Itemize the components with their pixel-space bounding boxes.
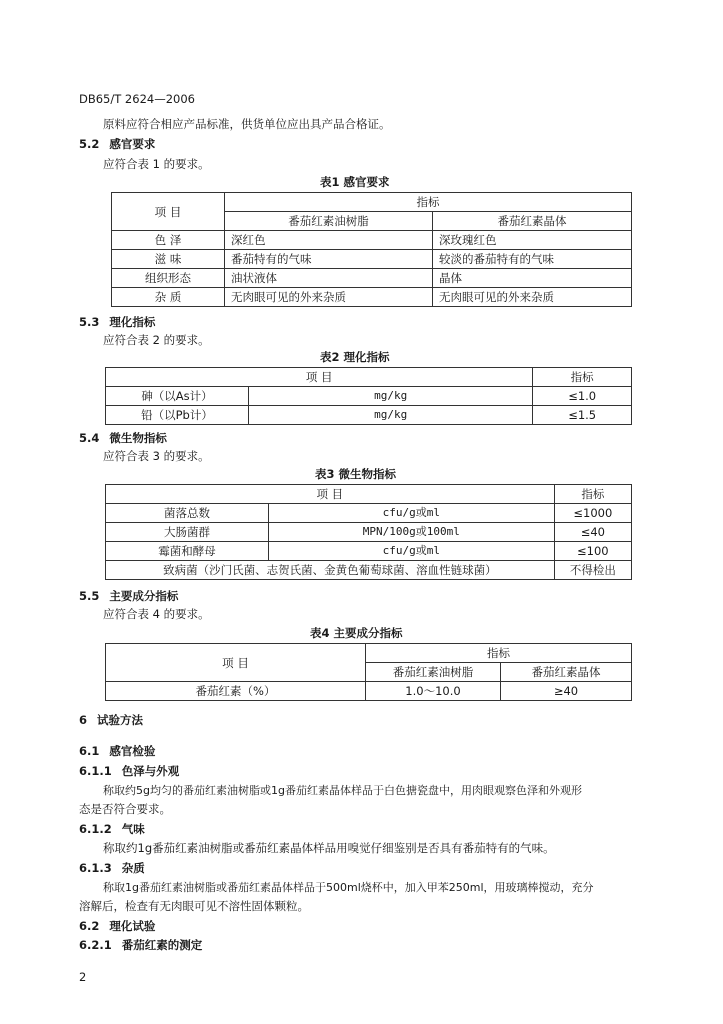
section-5-2-text: 应符合表 1 的要求。 <box>103 157 210 171</box>
table-cell-unit: MPN/100g或100ml <box>269 523 555 542</box>
section-number: 6.1.2 <box>79 822 112 836</box>
table-row <box>112 250 632 269</box>
page-number: 2 <box>79 970 87 984</box>
section-title: 主要成分指标 <box>109 589 179 603</box>
table-row <box>106 542 632 561</box>
table-cell-item: 铅（以Pb计） <box>106 406 249 425</box>
table-cell-item: 滋 味 <box>112 250 225 269</box>
table-cell: 深红色 <box>225 231 433 250</box>
section-6-1-3-line-2: 溶解后，检查有无肉眼可见不溶性固体颗粒。 <box>79 899 309 913</box>
table-cell-unit: mg/kg <box>249 406 533 425</box>
table-row <box>106 387 632 406</box>
table-cell-unit: mg/kg <box>249 387 533 406</box>
table-cell-item: 杂 质 <box>112 288 225 307</box>
table-cell-item: 砷（以As计） <box>106 387 249 406</box>
section-number: 5.4 <box>79 431 100 445</box>
table-cell-item: 菌落总数 <box>106 504 269 523</box>
table-cell: 无肉眼可见的外来杂质 <box>433 288 632 307</box>
section-title: 色泽与外观 <box>121 764 180 778</box>
table-2-physicochemical <box>105 367 632 425</box>
section-title: 试验方法 <box>97 713 144 727</box>
table-cell-value: ≤40 <box>554 523 631 542</box>
section-6-1-3-heading <box>79 860 145 876</box>
table-cell-value: ≤100 <box>554 542 631 561</box>
section-6-heading <box>79 712 143 728</box>
section-number: 6.2 <box>79 919 100 933</box>
table-row <box>106 561 632 580</box>
table-cell: 晶体 <box>433 269 632 288</box>
table-cell: 无肉眼可见的外来杂质 <box>225 288 433 307</box>
section-title: 番茄红素的测定 <box>121 938 203 952</box>
section-6-1-heading <box>79 743 155 759</box>
table-cell-item: 色 泽 <box>112 231 225 250</box>
table-row <box>112 269 632 288</box>
section-title: 感官要求 <box>109 137 156 151</box>
section-number: 6 <box>79 713 88 727</box>
table-subheader-crystal: 番茄红素晶体 <box>501 663 632 682</box>
table-4-caption: 表4 主要成分指标 <box>310 626 403 640</box>
section-number: 6.2.1 <box>79 938 112 952</box>
table-subheader-oleoresin: 番茄红素油树脂 <box>225 212 433 231</box>
table-1-sensory <box>111 192 632 307</box>
section-title: 理化指标 <box>109 315 156 329</box>
table-cell: 油状液体 <box>225 269 433 288</box>
table-row <box>106 406 632 425</box>
section-title: 感官检验 <box>109 744 156 758</box>
section-number: 5.2 <box>79 137 100 151</box>
table-4-main-components <box>105 643 632 701</box>
table-header-item: 项 目 <box>106 644 366 682</box>
document-code: DB65/T 2624—2006 <box>79 92 195 106</box>
section-6-1-2-heading <box>79 821 145 837</box>
table-cell-unit: cfu/g或ml <box>269 504 555 523</box>
table-cell-item: 番茄红素（%） <box>106 682 366 701</box>
section-title: 理化试验 <box>109 919 156 933</box>
table-cell: 深玫瑰红色 <box>433 231 632 250</box>
section-6-1-1-line-1: 称取约5g均匀的番茄红素油树脂或1g番茄红素晶体样品于白色搪瓷盘中，用肉眼观察色泽和外观形 <box>103 784 582 797</box>
table-cell-item: 霉菌和酵母 <box>106 542 269 561</box>
table-cell-item: 大肠菌群 <box>106 523 269 542</box>
table-cell-value: ≤1.5 <box>533 406 632 425</box>
table-3-microbial <box>105 484 632 580</box>
table-row <box>106 682 632 701</box>
table-cell-value: ≤1.0 <box>533 387 632 406</box>
table-cell-value: 不得检出 <box>554 561 631 580</box>
table-cell: 1.0～10.0 <box>366 682 501 701</box>
table-subheader-crystal: 番茄红素晶体 <box>433 212 632 231</box>
section-6-1-3-line-1: 称取1g番茄红素油树脂或番茄红素晶体样品于500ml烧杯中，加入甲苯250ml，用玻璃棒搅动，充分 <box>103 881 594 894</box>
table-header-index: 指标 <box>554 485 631 504</box>
section-5-3-text: 应符合表 2 的要求。 <box>103 333 210 347</box>
table-cell: ≥40 <box>501 682 632 701</box>
table-row <box>112 288 632 307</box>
section-5-4-heading <box>79 430 167 446</box>
table-2-caption: 表2 理化指标 <box>320 350 390 364</box>
section-6-1-1-line-2: 态是否符合要求。 <box>79 802 171 816</box>
table-cell: 番茄特有的气味 <box>225 250 433 269</box>
section-6-2-1-heading <box>79 937 202 953</box>
section-number: 5.3 <box>79 315 100 329</box>
section-6-1-2-line-1: 称取约1g番茄红素油树脂或番茄红素晶体样品用嗅觉仔细鉴别是否具有番茄特有的气味。 <box>103 841 555 855</box>
section-title: 气味 <box>121 822 145 836</box>
table-header-index: 指标 <box>366 644 632 663</box>
section-5-2-heading <box>79 136 155 152</box>
table-row <box>106 523 632 542</box>
table-header-index: 指标 <box>533 368 632 387</box>
table-row <box>106 504 632 523</box>
table-header-item: 项 目 <box>106 368 533 387</box>
section-5-3-heading <box>79 314 155 330</box>
table-3-caption: 表3 微生物指标 <box>315 467 397 481</box>
table-header-item: 项 目 <box>112 193 225 231</box>
table-header-item: 项 目 <box>106 485 555 504</box>
section-title: 微生物指标 <box>109 431 167 445</box>
table-1-caption: 表1 感官要求 <box>320 175 390 189</box>
section-number: 6.1.3 <box>79 861 112 875</box>
section-6-2-heading <box>79 918 155 934</box>
section-title: 杂质 <box>121 861 145 875</box>
table-cell-item: 组织形态 <box>112 269 225 288</box>
table-cell: 较淡的番茄特有的气味 <box>433 250 632 269</box>
section-number: 5.5 <box>79 589 100 603</box>
section-5-5-heading <box>79 588 178 604</box>
section-5-4-text: 应符合表 3 的要求。 <box>103 449 210 463</box>
section-number: 6.1.1 <box>79 764 112 778</box>
section-6-1-1-heading <box>79 763 179 779</box>
table-cell-value: ≤1000 <box>554 504 631 523</box>
table-cell-unit: cfu/g或ml <box>269 542 555 561</box>
table-header-index: 指标 <box>225 193 632 212</box>
table-cell-item: 致病菌（沙门氏菌、志贺氏菌、金黄色葡萄球菌、溶血性链球菌） <box>106 561 555 580</box>
section-number: 6.1 <box>79 744 100 758</box>
table-row <box>112 231 632 250</box>
section-5-5-text: 应符合表 4 的要求。 <box>103 607 210 621</box>
table-subheader-oleoresin: 番茄红素油树脂 <box>366 663 501 682</box>
intro-paragraph: 原料应符合相应产品标准，供货单位应出具产品合格证。 <box>103 117 391 131</box>
